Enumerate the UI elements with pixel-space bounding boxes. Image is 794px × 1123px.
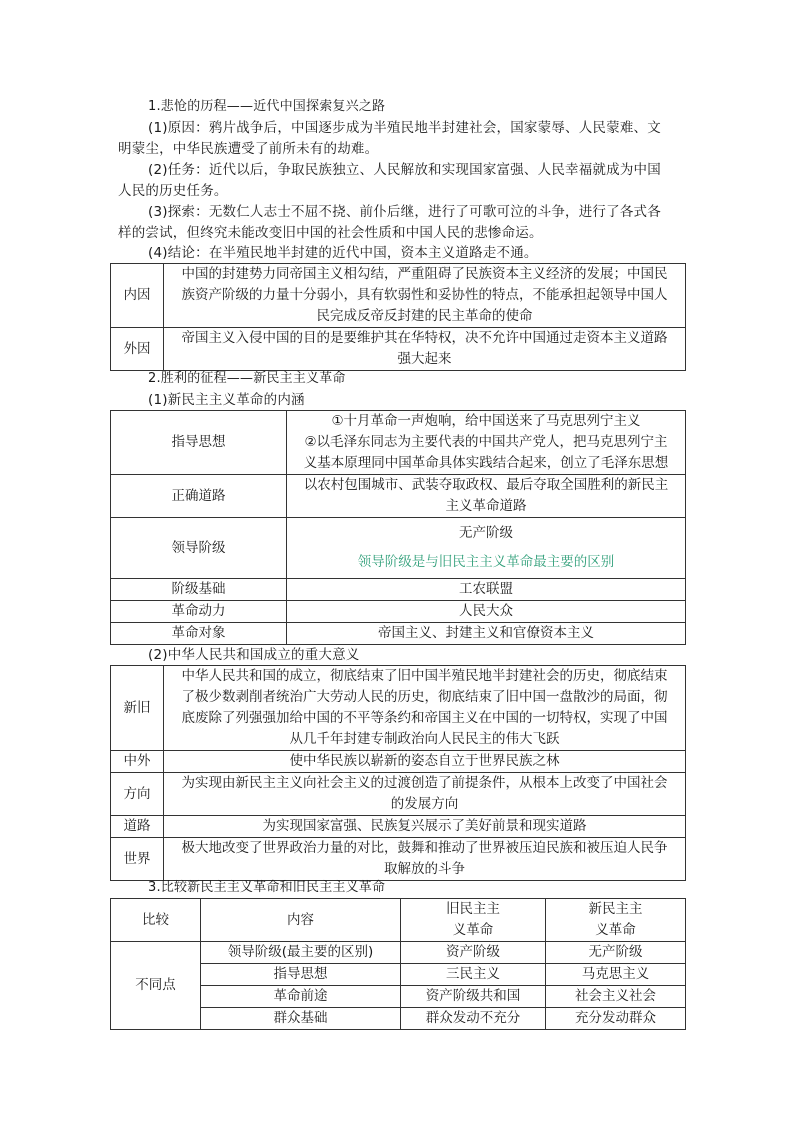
section2-subtitle2: (2)中华人民共和国成立的重大意义 <box>148 647 360 663</box>
external-cause-line: 强大起来 <box>397 351 452 367</box>
table-row <box>111 475 686 518</box>
comparison-new: 充分发动群众 <box>546 1008 686 1030</box>
revolution-target-label: 革命对象 <box>111 623 287 645</box>
table-row <box>111 264 686 328</box>
table-row <box>111 751 686 773</box>
comparison-new: 社会主义社会 <box>546 986 686 1008</box>
header-old-revolution <box>401 899 546 942</box>
guiding-ideology-text <box>287 411 686 475</box>
leading-class-label: 领导阶级 <box>111 518 287 579</box>
road-label: 道路 <box>111 816 164 838</box>
section3-title: 3.比较新民主主义革命和旧民主主义革命 <box>148 880 386 895</box>
section1-reason-line1: (1)原因：鸦片战争后，中国逐步成为半殖民地半封建社会，国家蒙辱、人民蒙难、文 <box>148 120 661 136</box>
new-old-line: 中华人民共和国的成立，彻底结束了旧中国半殖民地半封建社会的历史，彻底结束 <box>181 668 668 684</box>
table-row <box>111 838 686 881</box>
correct-road-line: 主义革命道路 <box>445 498 527 514</box>
new-old-line: 底废除了列强强加给中国的不平等条约和帝国主义在中国的一切特权，实现了中国 <box>181 710 668 726</box>
section1-task-line1: (2)任务：近代以后，争取民族独立、人民解放和实现国家富强、人民幸福就成为中国 <box>148 162 661 178</box>
guiding-ideology-line: 义基本原理同中国革命具体实践结合起来，创立了毛泽东思想 <box>303 455 669 471</box>
comparison-old: 群众发动不充分 <box>401 1008 546 1030</box>
revolution-force-label: 革命动力 <box>111 601 287 623</box>
external-cause-line: 帝国主义入侵中国的目的是要维护其在华特权，决不允许中国通过走资本主义道路 <box>181 330 668 346</box>
class-base-value: 工农联盟 <box>287 579 686 601</box>
comparison-old: 三民主义 <box>401 964 546 986</box>
world-line: 取解放的斗争 <box>384 861 465 877</box>
section1-explore-line2: 样的尝试，但终究未能改变旧中国的社会性质和中国人民的悲惨命运。 <box>118 225 543 241</box>
table-row <box>111 942 686 964</box>
table-row <box>111 623 686 645</box>
comparison-content: 革命前途 <box>201 986 401 1008</box>
section1-title: 1.悲怆的历程——近代中国探索复兴之路 <box>148 99 386 114</box>
guiding-ideology-line: ②以毛泽东同志为主要代表的中国共产党人，把马克思列宁主 <box>304 434 668 450</box>
new-old-label: 新旧 <box>111 666 164 751</box>
table-row <box>111 579 686 601</box>
direction-line: 为实现由新民主主义向社会主义的过渡创造了前提条件，从根本上改变了中国社会 <box>181 775 668 791</box>
internal-cause-line: 族资产阶级的力量十分弱小，具有软弱性和妥协性的特点，不能承担起领导中国人 <box>181 287 668 303</box>
table-row <box>111 601 686 623</box>
internal-cause-line: 民完成反帝反封建的民主革命的使命 <box>316 308 533 324</box>
new-old-line: 从几千年封建专制政治向人民民主的伟大飞跃 <box>289 731 560 747</box>
comparison-old: 资产阶级 <box>401 942 546 964</box>
section2-subtitle1: (1)新民主主义革命的内涵 <box>148 392 305 408</box>
header-content: 内容 <box>201 899 401 942</box>
class-base-label: 阶级基础 <box>111 579 287 601</box>
comparison-old: 资产阶级共和国 <box>401 986 546 1008</box>
table-row <box>111 518 686 579</box>
header-compare: 比较 <box>111 899 201 942</box>
causes-table <box>110 263 686 371</box>
correct-road-label: 正确道路 <box>111 475 287 518</box>
world-line: 极大地改变了世界政治力量的对比，鼓舞和推动了世界被压迫民族和被压迫人民争 <box>181 840 668 856</box>
revolution-force-value: 人民大众 <box>287 601 686 623</box>
comparison-table <box>110 898 686 1030</box>
correct-road-line: 以农村包围城市、武装夺取政权、最后夺取全国胜利的新民主 <box>303 477 669 493</box>
comparison-content: 群众基础 <box>201 1008 401 1030</box>
external-cause-label: 外因 <box>111 328 164 371</box>
world-label: 世界 <box>111 838 164 881</box>
revolution-target-value: 帝国主义、封建主义和官僚资本主义 <box>287 623 686 645</box>
new-old-text <box>164 666 686 751</box>
comparison-content: 指导思想 <box>201 964 401 986</box>
spacer <box>290 544 682 552</box>
section1-conclusion: (4)结论：在半殖民地半封建的近代中国，资本主义道路走不通。 <box>148 245 538 261</box>
header-new-revolution <box>546 899 686 942</box>
table-row <box>111 411 686 475</box>
header-old-line: 义革命 <box>452 922 494 938</box>
leading-class-note: 领导阶级是与旧民主主义革命最主要的区别 <box>357 554 615 570</box>
external-cause-text <box>164 328 686 371</box>
comparison-new: 马克思主义 <box>546 964 686 986</box>
leading-class-value: 无产阶级 <box>459 525 513 541</box>
table-header-row <box>111 899 686 942</box>
comparison-content: 领导阶级(最主要的区别) <box>201 942 401 964</box>
domestic-foreign-label: 中外 <box>111 751 164 773</box>
internal-cause-line: 中国的封建势力同帝国主义相勾结，严重阻碍了民族资本主义经济的发展；中国民 <box>181 266 668 282</box>
section1-explore-line1: (3)探索：无数仁人志士不屈不挠、前仆后继，进行了可歌可泣的斗争，进行了各式各 <box>148 204 661 220</box>
table-row <box>111 816 686 838</box>
world-text <box>164 838 686 881</box>
prc-significance-table <box>110 665 686 881</box>
guiding-ideology-line: ①十月革命一声炮响，给中国送来了马克思列宁主义 <box>331 413 641 429</box>
domestic-foreign-text: 使中华民族以崭新的姿态自立于世界民族之林 <box>164 751 686 773</box>
internal-cause-label: 内因 <box>111 264 164 328</box>
section1-reason-line2: 明蒙尘，中华民族遭受了前所未有的劫难。 <box>118 141 379 157</box>
section2-title: 2.胜利的征程——新民主主义革命 <box>148 371 346 386</box>
leading-class-cell <box>287 518 686 579</box>
table-row <box>111 666 686 751</box>
direction-line: 的发展方向 <box>390 796 459 812</box>
header-new-line: 新民主主 <box>588 901 643 917</box>
section1-task-line2: 人民的历史任务。 <box>118 183 228 199</box>
header-old-line: 旧民主主 <box>446 901 500 917</box>
differences-label: 不同点 <box>111 942 201 1030</box>
comparison-new: 无产阶级 <box>546 942 686 964</box>
new-old-line: 了极少数剥削者统治广大劳动人民的历史，彻底结束了旧中国一盘散沙的局面，彻 <box>181 689 668 705</box>
table-row <box>111 773 686 816</box>
internal-cause-text <box>164 264 686 328</box>
table-row <box>111 328 686 371</box>
guiding-ideology-label: 指导思想 <box>111 411 287 475</box>
direction-text <box>164 773 686 816</box>
direction-label: 方向 <box>111 773 164 816</box>
road-text: 为实现国家富强、民族复兴展示了美好前景和现实道路 <box>164 816 686 838</box>
correct-road-text <box>287 475 686 518</box>
new-democratic-revolution-table <box>110 410 686 645</box>
header-new-line: 义革命 <box>595 922 636 938</box>
